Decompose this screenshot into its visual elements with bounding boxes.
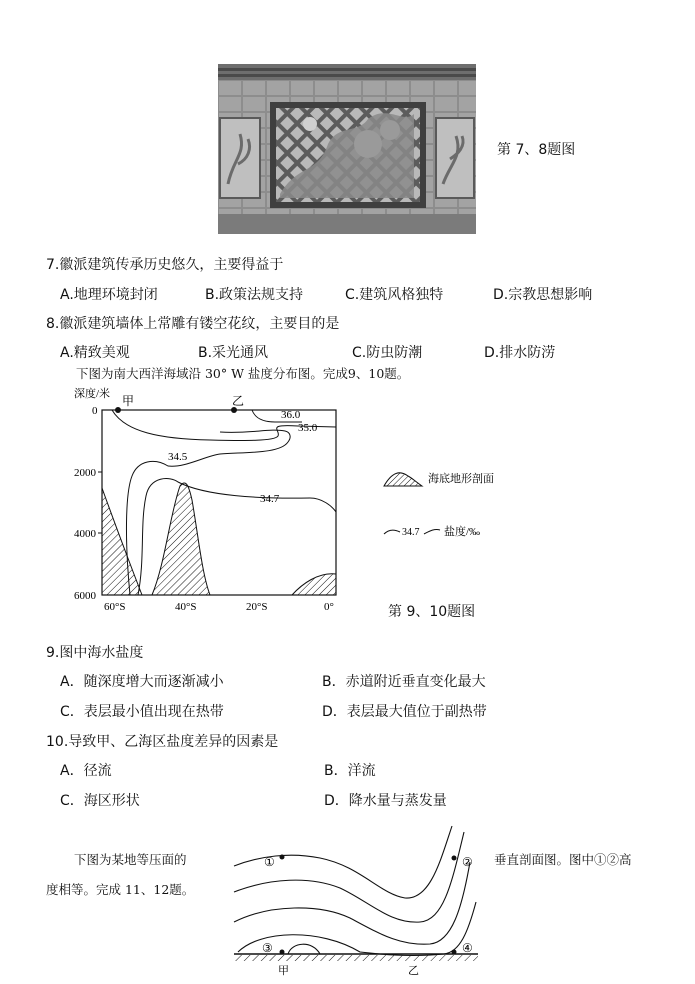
q9-option-a[interactable]: A．随深度增大而逐渐减小: [60, 674, 224, 690]
q10-option-a[interactable]: A．径流: [60, 763, 112, 779]
intro-11-12-part2: 垂直剖面图。图中①②高: [494, 852, 632, 867]
legend-contour-swatch: [384, 530, 400, 534]
seafloor-left: [102, 488, 142, 595]
y-axis-title: 深度/米: [74, 388, 111, 400]
q7-option-a[interactable]: A.地理环境封闭: [60, 287, 158, 303]
q10-stem: 10.导致甲、乙海区盐度差异的因素是: [46, 734, 279, 750]
y-tick-0: 0: [92, 405, 98, 417]
contour-label-36: 36.0: [281, 409, 301, 421]
q7-option-d[interactable]: D.宗教思想影响: [493, 287, 593, 303]
marker-4: ④: [462, 941, 473, 955]
ground-label-jia: 甲: [278, 965, 289, 977]
contour-345: [126, 430, 290, 595]
isobar-line-5: [288, 944, 320, 954]
q9-stem: 9.图中海水盐度: [46, 645, 144, 661]
isobar-figure: [230, 822, 482, 980]
q7-stem: 7.徽派建筑传承历史悠久，主要得益于: [46, 257, 284, 273]
seafloor-right: [292, 574, 336, 595]
x-tick-60s: 60°S: [104, 601, 126, 613]
q9-option-c[interactable]: C．表层最小值出现在热带: [60, 704, 224, 720]
label-jia: 甲: [122, 394, 135, 408]
marker-1: ①: [264, 855, 275, 869]
carving-photo: [218, 64, 476, 234]
contour-label-345: 34.5: [168, 451, 188, 463]
x-tick-40s: 40°S: [175, 601, 197, 613]
seafloor-ridge: [152, 483, 210, 595]
isobar-line-2: [234, 832, 464, 922]
q10-option-c[interactable]: C．海区形状: [60, 793, 140, 809]
intro-9-10: 下图为南大西洋海域沿 30° W 盐度分布图。完成9、10题。: [76, 366, 410, 381]
y-tick-4000: 4000: [74, 528, 96, 540]
intro-11-12-part1: 下图为某地等压面的: [74, 852, 187, 867]
legend-contour: [382, 518, 542, 542]
y-tick-2000: 2000: [74, 467, 96, 479]
legend-contour-value: 34.7: [402, 527, 420, 538]
chart-caption: 第 9、10题图: [388, 604, 476, 620]
legend-terrain: [382, 468, 542, 492]
q10-option-b[interactable]: B．洋流: [324, 763, 376, 779]
point-1: [280, 855, 285, 860]
marker-2: ②: [462, 855, 473, 869]
q8-option-b[interactable]: B.采光通风: [198, 345, 269, 361]
salinity-chart: [70, 384, 490, 614]
point-3: [280, 950, 285, 955]
q7-option-c[interactable]: C.建筑风格独特: [345, 287, 444, 303]
q8-option-a[interactable]: A.精致美观: [60, 345, 130, 361]
point-4: [452, 950, 457, 955]
legend-terrain-swatch: [384, 473, 422, 486]
q9-option-b[interactable]: B．赤道附近垂直变化最大: [322, 674, 486, 690]
contour-label-347: 34.7: [260, 493, 280, 505]
point-jia: [115, 407, 121, 413]
ground-label-yi: 乙: [408, 965, 419, 977]
point-2: [452, 856, 457, 861]
legend-contour-label: 盐度/‰: [444, 526, 481, 538]
contour-label-35: 35.0: [298, 422, 318, 434]
x-tick-0: 0°: [324, 601, 334, 613]
figure1-caption: 第 7、8题图: [497, 142, 576, 158]
intro-11-12-part3: 度相等。完成 11、12题。: [46, 882, 195, 897]
x-tick-20s: 20°S: [246, 601, 268, 613]
label-yi: 乙: [232, 394, 245, 408]
q8-option-d[interactable]: D.排水防涝: [484, 345, 556, 361]
q10-option-d[interactable]: D．降水量与蒸发量: [324, 793, 447, 809]
y-tick-6000: 6000: [74, 590, 96, 602]
q7-option-b[interactable]: B.政策法规支持: [205, 287, 304, 303]
marker-3: ③: [262, 941, 273, 955]
legend-terrain-label: 海底地形剖面: [428, 473, 494, 485]
q9-option-d[interactable]: D．表层最大值位于副热带: [322, 704, 487, 720]
q8-option-c[interactable]: C.防虫防潮: [352, 345, 423, 361]
q8-stem: 8.徽派建筑墙体上常雕有镂空花纹，主要目的是: [46, 316, 340, 332]
